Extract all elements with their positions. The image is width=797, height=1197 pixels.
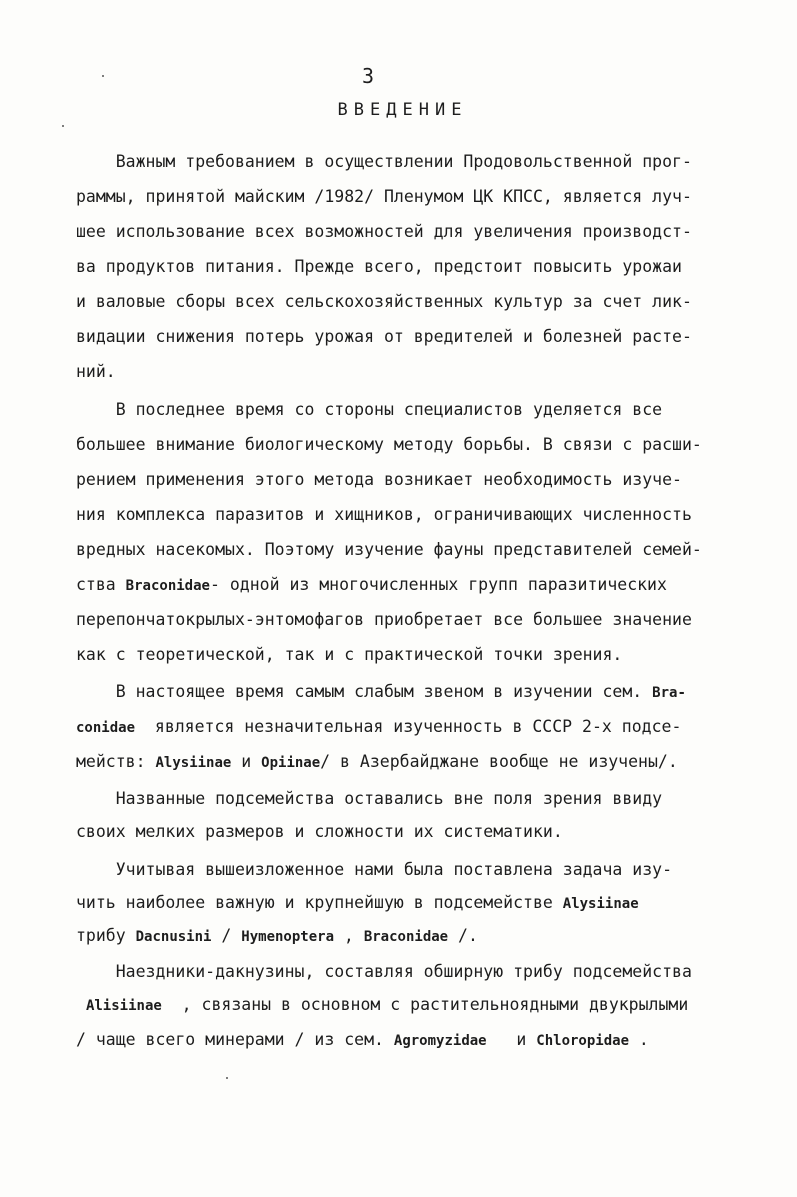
latin-taxon-name: Alysiinae bbox=[155, 755, 232, 771]
text-segment: видации снижения потерь урожая от вредителей и болезней расте- bbox=[76, 327, 692, 346]
text-segment: - одной из многочисленных групп паразитических bbox=[209, 575, 667, 594]
text-segment: шее использование всех возможностей для увеличения производст- bbox=[76, 222, 692, 241]
text-segment: рением применения этого метода возникает необходимость изуче- bbox=[76, 470, 682, 489]
text-line bbox=[76, 782, 756, 816]
latin-taxon-name: Opiinae bbox=[261, 755, 321, 771]
text-segment: и валовые сборы всех сельскохозяйственных культур за счет лик- bbox=[76, 292, 692, 311]
latin-taxon-name: Agromyzidae bbox=[393, 1033, 487, 1049]
latin-taxon-name: Braconidae bbox=[125, 578, 210, 594]
text-segment: и bbox=[231, 752, 262, 771]
text-line bbox=[76, 498, 756, 532]
latin-taxon-name: Hymenoptera bbox=[241, 929, 334, 945]
text-segment: , связаны в основном с растительноядными двукрылыми bbox=[161, 995, 689, 1014]
text-line bbox=[76, 886, 756, 920]
text-segment: как с теоретической, так и с практической точки зрения. bbox=[76, 645, 623, 664]
text-segment: /. bbox=[448, 926, 478, 945]
page-title: ВВЕДЕНИЕ bbox=[337, 100, 468, 120]
latin-taxon-name: Alisiinae bbox=[85, 998, 162, 1014]
text-segment: Наездники-дакнузины, составляя обширную трибу подсемейства bbox=[76, 962, 692, 981]
latin-taxon-name: Dacnusini bbox=[135, 929, 212, 945]
text-segment: чить наиболее важную и крупнейшую в подсемействе bbox=[76, 893, 563, 912]
text-line bbox=[76, 250, 756, 284]
text-segment: своих мелких размеров и сложности их систематики. bbox=[76, 822, 563, 841]
latin-taxon-name: Braconidae bbox=[363, 929, 449, 945]
text-segment bbox=[76, 995, 86, 1014]
text-segment: большее внимание биологическому методу борьбы. В связи с расши- bbox=[76, 435, 702, 454]
text-segment: / в Азербайджане вообще не изучены/. bbox=[320, 752, 678, 771]
latin-taxon-name: Chloropidae bbox=[536, 1033, 629, 1049]
text-line bbox=[76, 710, 756, 744]
text-line bbox=[76, 638, 756, 672]
text-line bbox=[76, 568, 756, 602]
text-segment: ний. bbox=[76, 362, 116, 381]
text-segment: ства bbox=[76, 575, 126, 594]
scan-speck bbox=[62, 125, 64, 127]
text-line bbox=[76, 285, 756, 319]
text-segment: трибу bbox=[76, 926, 136, 945]
text-segment: / bbox=[211, 926, 242, 945]
text-segment: , bbox=[334, 926, 364, 945]
text-line bbox=[76, 955, 756, 989]
text-segment: В последнее время со стороны специалистов уделяется все bbox=[76, 400, 663, 419]
text-segment: . bbox=[629, 1030, 649, 1049]
text-segment: раммы, принятой майским /1982/ Пленумом ЦК КПСС, является луч- bbox=[76, 187, 692, 206]
text-segment: мейств: bbox=[76, 752, 156, 771]
text-segment: вредных насекомых. Поэтому изучение фауны представителей семей- bbox=[76, 540, 702, 559]
text-segment: Названные подсемейства оставались вне поля зрения ввиду bbox=[76, 789, 663, 808]
text-segment: / чаще всего минерами / из сем. bbox=[76, 1030, 394, 1049]
latin-taxon-name: conidae bbox=[76, 720, 136, 736]
page-number: 3 bbox=[361, 64, 375, 88]
text-line bbox=[76, 355, 756, 389]
text-line bbox=[76, 463, 756, 497]
text-segment: ния комплекса паразитов и хищников, ограничивающих численность bbox=[76, 505, 692, 524]
text-segment: Важным требованием в осуществлении Продовольственной прог- bbox=[76, 152, 692, 171]
text-line bbox=[76, 215, 756, 249]
scan-speck bbox=[226, 1077, 228, 1079]
text-segment: В настоящее время самым слабым звеном в изучении сем. bbox=[76, 682, 653, 701]
text-line bbox=[76, 320, 756, 354]
text-line bbox=[76, 428, 756, 462]
text-line bbox=[76, 1023, 756, 1057]
text-segment: является незначительная изученность в СССР 2-х подсе- bbox=[135, 717, 682, 736]
text-segment: и bbox=[486, 1030, 537, 1049]
text-segment: перепончатокрылых-энтомофагов приобретает все большее значение bbox=[76, 610, 692, 629]
text-line bbox=[76, 919, 756, 953]
text-line bbox=[76, 603, 756, 637]
latin-taxon-name: Alysiinae bbox=[562, 896, 639, 912]
text-line bbox=[76, 988, 756, 1022]
text-line bbox=[76, 533, 756, 567]
text-line bbox=[76, 145, 756, 179]
text-line bbox=[76, 393, 756, 427]
text-line bbox=[76, 675, 756, 709]
text-line bbox=[76, 815, 756, 849]
text-segment: Учитывая вышеизложенное нами была поставлена задача изу- bbox=[76, 860, 673, 879]
scan-speck bbox=[102, 75, 104, 77]
latin-taxon-name: Bra- bbox=[652, 685, 686, 701]
text-line bbox=[76, 853, 756, 887]
text-segment: ва продуктов питания. Прежде всего, предстоит повысить урожаи bbox=[76, 257, 682, 276]
text-line bbox=[76, 745, 756, 779]
text-line bbox=[76, 180, 756, 214]
